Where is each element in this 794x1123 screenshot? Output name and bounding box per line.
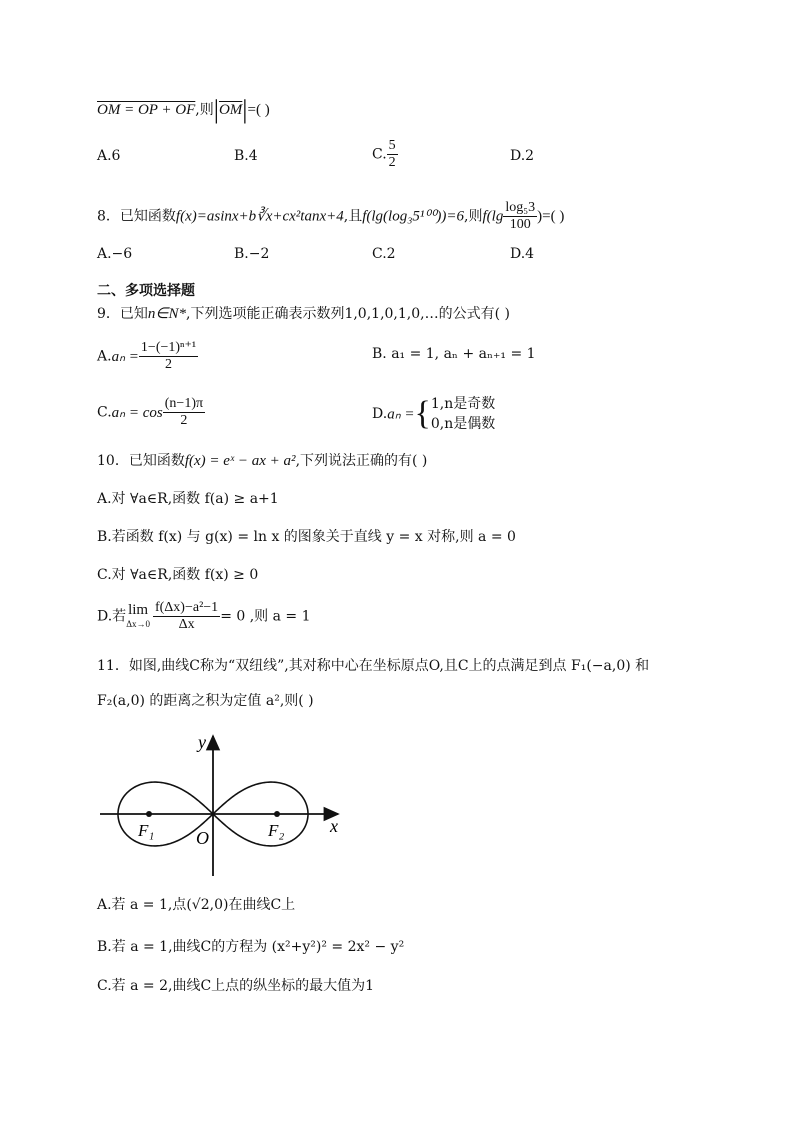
q11-option-b[interactable]: B.若 a = 1,曲线C的方程为 (x²+y²)² = 2x² − y²: [97, 939, 405, 955]
q9-d-cases: [431, 394, 495, 434]
q9-a-den: 2: [164, 357, 172, 372]
q10-stem-line: [97, 451, 427, 471]
q9-a-fraction: [139, 340, 198, 373]
q10-d-lim: lim: [128, 601, 149, 618]
q9-a-label: A.: [97, 348, 112, 365]
y-axis-label: y: [198, 732, 206, 752]
q9-stem-post: ,下列选项能正确表示数列1,0,1,0,1,0,…的公式有( ): [186, 306, 510, 322]
q8-stem: 8．已知函数: [97, 208, 176, 225]
q10-d-fraction: [153, 600, 220, 633]
q8-ask-fraction: [503, 200, 537, 233]
q9-c-num: (n−1)π: [164, 396, 204, 411]
q7-formula-line: [97, 95, 270, 124]
q8-option-c[interactable]: C.2: [372, 246, 396, 262]
q7-tail: =( ): [247, 102, 270, 118]
q10-option-b[interactable]: B.若函数 f(x) 与 g(x) = ln x 的图象关于直线 y = x 对称,则 a = 0: [97, 529, 516, 545]
q8-cond-expr: f(lg(log₃5¹⁰⁰))=6: [362, 208, 465, 225]
q9-c-label: C.: [97, 404, 112, 421]
q9-c-fraction: [163, 396, 205, 429]
q7-option-c[interactable]: [372, 138, 398, 171]
q10-d-post: = 0 ,则 a = 1: [220, 608, 311, 625]
q8-ask-post: )=( ): [537, 208, 565, 225]
q9-option-c[interactable]: [97, 396, 205, 429]
q10-stem-post: ,下列说法正确的有( ): [295, 453, 428, 469]
q9-a-lhs: aₙ =: [111, 349, 139, 365]
q9-stem-line: [97, 304, 510, 324]
q7-c-den: 2: [388, 155, 396, 170]
q7-formula: OM = OP + OF: [97, 102, 196, 118]
q7-c-num: 5: [388, 138, 396, 153]
q8-stem-line: [97, 200, 564, 233]
q8-ask-den: 100: [509, 217, 531, 232]
f1-point: [146, 811, 152, 817]
q9-d-case2: 0,n是偶数: [430, 416, 496, 432]
q9-c-den: 2: [180, 413, 188, 428]
f2-point: [274, 811, 280, 817]
q11-line2: F₂(a,0) 的距离之积为定值 a²,则( ): [97, 693, 314, 709]
q8-option-a[interactable]: A.−6: [97, 246, 133, 262]
q11-option-c[interactable]: C.若 a = 2,曲线C上点的纵坐标的最大值为1: [97, 978, 375, 994]
q9-d-lhs: aₙ =: [387, 406, 415, 423]
q8-cond-label: ,且: [343, 208, 363, 225]
q10-function-def: f(x) = eˣ − ax + a²: [184, 453, 296, 469]
abs-bar-right: |: [242, 95, 248, 124]
q7-abs: $\overline{OM}$: [218, 102, 243, 118]
q11-option-a[interactable]: A.若 a = 1,点(√2,0)在曲线C上: [97, 897, 296, 913]
origin-label: O: [196, 828, 209, 848]
q11-line1: 11．如图,曲线C称为“双纽线”,其对称中心在坐标原点O,且C上的点满足到点 F₁(−a,0) 和: [97, 658, 650, 674]
q8-then: ,则: [464, 208, 483, 225]
q8-option-b[interactable]: B.−2: [234, 246, 270, 262]
q10-d-num: f(Δx)−a²−1: [154, 600, 219, 615]
q10-option-c[interactable]: C.对 ∀a∈R,函数 f(x) ≥ 0: [97, 567, 259, 583]
q7-option-a[interactable]: A.6: [97, 148, 121, 164]
q9-a-num: 1−(−1)ⁿ⁺¹: [140, 340, 197, 355]
q9-d-case1: 1,n是奇数: [430, 396, 496, 412]
q10-d-limsub: Δx→0: [126, 618, 150, 629]
f1-label: F₁: [138, 821, 155, 840]
q8-ask-num: log₅3: [505, 200, 536, 215]
q10-d-limit: [126, 603, 150, 631]
section-title: 二、多项选择题: [97, 283, 195, 299]
q8-function-def: f(x)=asinx+b∛x+cx²tanx+4: [175, 208, 344, 225]
q9-d-label: D.: [372, 406, 388, 422]
q10-d-pre: D.若: [97, 608, 127, 625]
q7-option-c-label: C.: [372, 146, 387, 163]
q9-c-lhs: aₙ = cos: [111, 405, 163, 421]
q9-option-b[interactable]: B. a₁ = 1, aₙ + aₙ₊₁ = 1: [372, 346, 536, 362]
q7-option-c-fraction: [387, 138, 398, 171]
q7-option-d[interactable]: D.2: [510, 148, 535, 164]
f2-label: F₂: [268, 821, 285, 840]
q9-option-d[interactable]: [372, 394, 495, 434]
q9-option-a[interactable]: [97, 340, 198, 373]
q7-option-b[interactable]: B.4: [234, 148, 258, 164]
abs-bar-left: |: [213, 95, 219, 124]
q9-stem-pre: 9．已知: [97, 306, 148, 322]
q10-option-d[interactable]: [97, 600, 311, 633]
q8-ask-pre: f(lg: [482, 208, 504, 225]
q10-stem-pre: 10．已知函数: [97, 453, 185, 469]
brace-icon: {: [414, 395, 431, 432]
q9-cond: n∈N*: [147, 306, 186, 322]
q7-then: ,则: [195, 102, 214, 118]
x-axis-label: x: [330, 816, 338, 836]
lemniscate-figure: [98, 728, 348, 878]
q8-option-d[interactable]: D.4: [510, 246, 535, 262]
q10-d-den: Δx: [178, 617, 195, 632]
q10-option-a[interactable]: A.对 ∀a∈R,函数 f(a) ≥ a+1: [97, 491, 279, 507]
